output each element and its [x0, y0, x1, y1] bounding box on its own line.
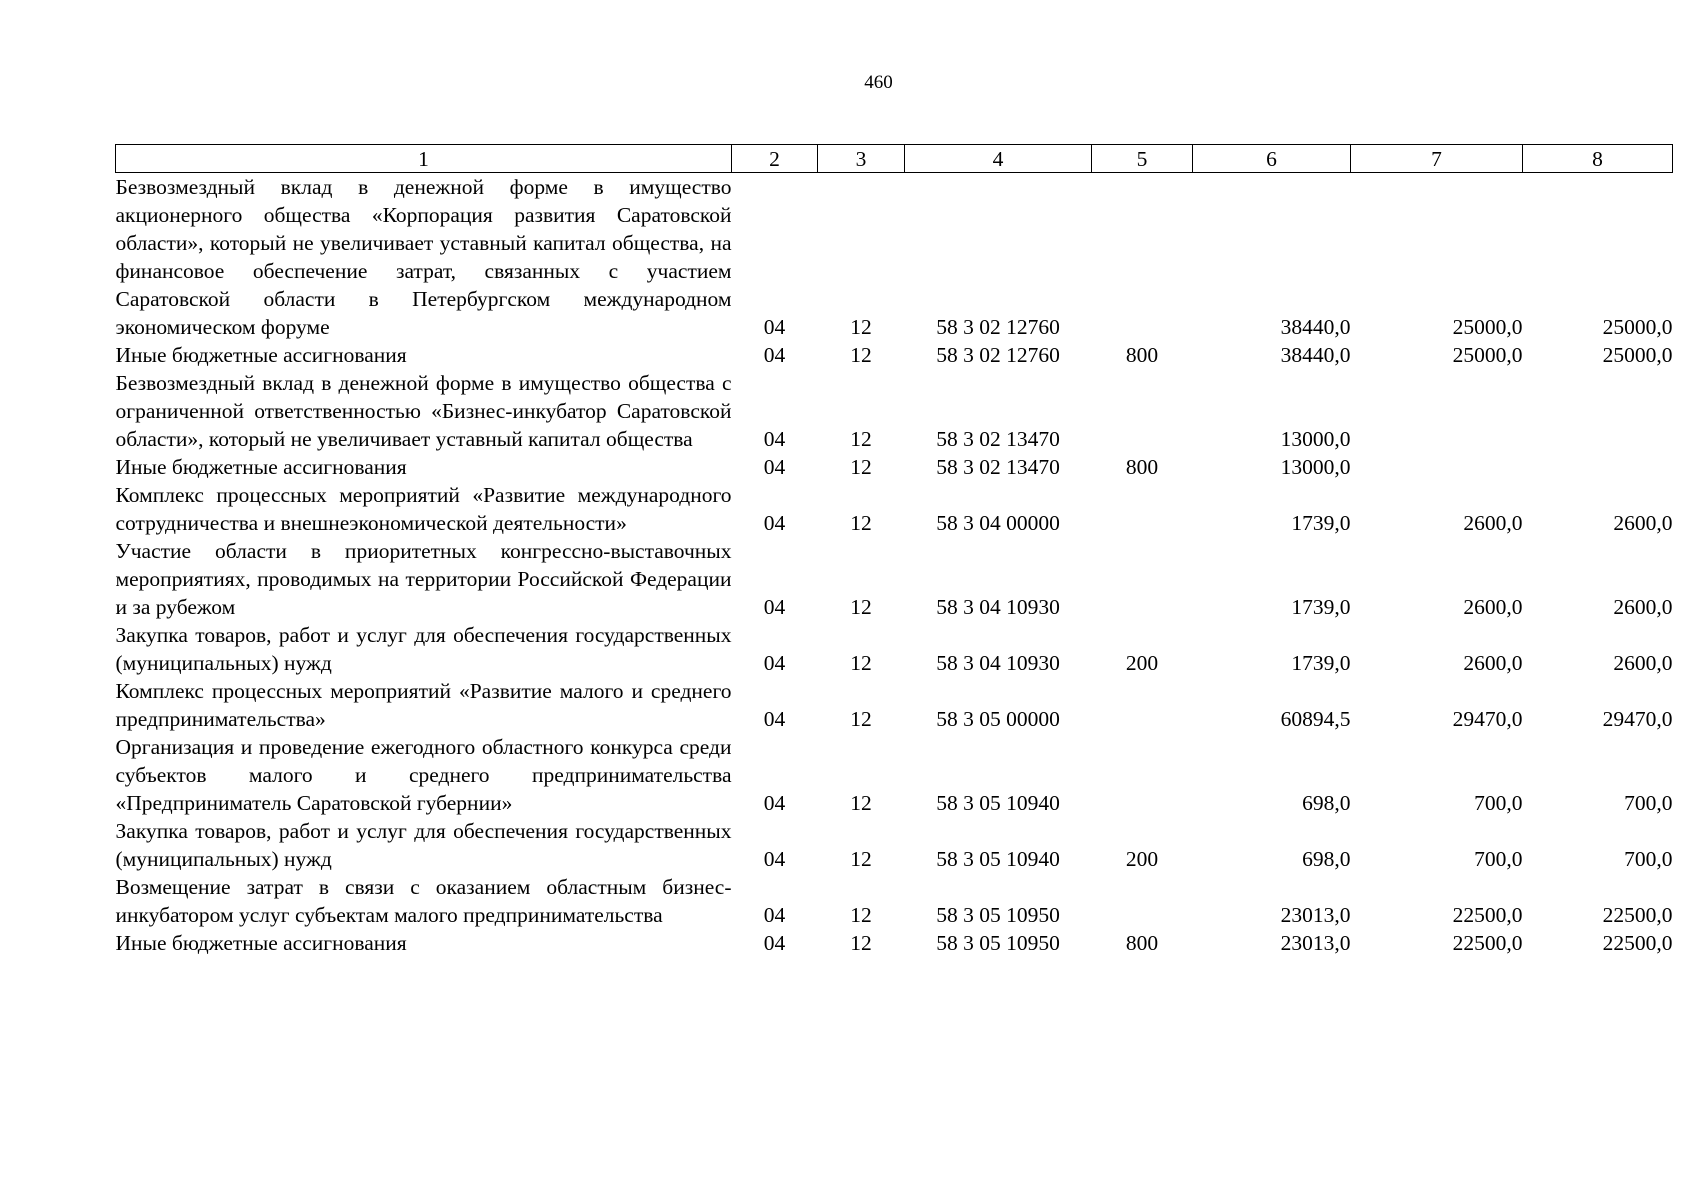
target-article-code: 58 3 05 10940 [936, 791, 1060, 815]
section-code: 04 [763, 651, 786, 675]
target-article-code: 58 3 05 10950 [936, 931, 1060, 955]
target-article-code: 58 3 05 10950 [936, 903, 1060, 927]
column-header: 1 [116, 145, 732, 173]
amount-col-7: 22500,0 [1452, 931, 1523, 955]
subsection-code: 12 [850, 343, 872, 367]
row-description: Комплекс процессных мероприятий «Развитие малого и среднего предпринимательства» [115, 679, 732, 731]
expense-type-code [1092, 677, 1193, 733]
amount-col-6: 13000,0 [1280, 455, 1351, 479]
amount-col-7: 22500,0 [1452, 903, 1523, 927]
section-code: 04 [763, 707, 786, 731]
section-code: 04 [763, 511, 786, 535]
table-row [116, 481, 1673, 537]
amount-col-6: 698,0 [1302, 847, 1351, 871]
expense-type-code: 200 [1125, 651, 1159, 675]
row-description: Закупка товаров, работ и услуг для обеспечения государственных (муниципальных) нужд [115, 819, 732, 871]
target-article-code: 58 3 05 00000 [936, 707, 1060, 731]
amount-col-8: 22500,0 [1602, 931, 1673, 955]
table-row [116, 817, 1673, 873]
amount-col-8 [1523, 369, 1673, 453]
expense-type-code [1092, 481, 1193, 537]
target-article-code: 58 3 02 13470 [936, 455, 1060, 479]
column-number-row [116, 145, 1673, 173]
row-description: Безвозмездный вклад в денежной форме в имущество общества с ограниченной ответственностью «Бизнес-инкубатор Саратовской области», который не увеличивает уставный капитал общества [115, 371, 732, 451]
amount-col-8: 25000,0 [1602, 343, 1673, 367]
section-code: 04 [763, 455, 786, 479]
table-row [116, 621, 1673, 677]
amount-col-6: 1739,0 [1291, 511, 1351, 535]
amount-col-7 [1351, 453, 1523, 481]
column-header: 6 [1193, 145, 1351, 173]
target-article-code: 58 3 02 13470 [936, 427, 1060, 451]
table-row [116, 369, 1673, 453]
section-code: 04 [763, 931, 786, 955]
amount-col-8 [1523, 453, 1673, 481]
amount-col-7: 2600,0 [1463, 595, 1523, 619]
row-description: Иные бюджетные ассигнования [115, 931, 407, 955]
subsection-code: 12 [850, 903, 872, 927]
amount-col-8: 2600,0 [1613, 595, 1673, 619]
target-article-code: 58 3 05 10940 [936, 847, 1060, 871]
section-code: 04 [763, 343, 786, 367]
amount-col-7: 25000,0 [1452, 315, 1523, 339]
table-header [116, 145, 1673, 173]
subsection-code: 12 [850, 791, 872, 815]
target-article-code: 58 3 04 00000 [936, 511, 1060, 535]
amount-col-7: 25000,0 [1452, 343, 1523, 367]
table-row [116, 733, 1673, 817]
subsection-code: 12 [850, 595, 872, 619]
expense-type-code [1092, 173, 1193, 342]
column-header: 2 [732, 145, 818, 173]
amount-col-8: 2600,0 [1613, 651, 1673, 675]
amount-col-8: 22500,0 [1602, 903, 1673, 927]
expense-type-code [1092, 873, 1193, 929]
row-description: Возмещение затрат в связи с оказанием областным бизнес-инкубатором услуг субъектам малого предпринимательства [115, 875, 732, 927]
amount-col-7: 700,0 [1474, 791, 1523, 815]
target-article-code: 58 3 04 10930 [936, 651, 1060, 675]
target-article-code: 58 3 02 12760 [936, 343, 1060, 367]
amount-col-6: 60894,5 [1280, 707, 1351, 731]
amount-col-6: 38440,0 [1280, 315, 1351, 339]
table-row [116, 341, 1673, 369]
row-description: Иные бюджетные ассигнования [115, 343, 407, 367]
subsection-code: 12 [850, 455, 872, 479]
page-number: 460 [864, 72, 893, 93]
column-header: 7 [1351, 145, 1523, 173]
column-header: 5 [1092, 145, 1193, 173]
subsection-code: 12 [850, 651, 872, 675]
amount-col-6: 23013,0 [1280, 903, 1351, 927]
amount-col-6: 698,0 [1302, 791, 1351, 815]
column-header: 8 [1523, 145, 1673, 173]
expense-type-code [1092, 733, 1193, 817]
subsection-code: 12 [850, 427, 872, 451]
expense-type-code: 200 [1125, 847, 1159, 871]
amount-col-8: 700,0 [1624, 847, 1673, 871]
amount-col-7 [1351, 369, 1523, 453]
table-body [116, 173, 1673, 958]
expense-type-code: 800 [1125, 455, 1159, 479]
row-description: Закупка товаров, работ и услуг для обеспечения государственных (муниципальных) нужд [115, 623, 732, 675]
amount-col-7: 700,0 [1474, 847, 1523, 871]
target-article-code: 58 3 02 12760 [936, 315, 1060, 339]
amount-col-8: 29470,0 [1602, 707, 1673, 731]
row-description: Безвозмездный вклад в денежной форме в имущество акционерного общества «Корпорация развития Саратовской области», который не увеличивает уставный капитал общества, на финансовое обеспечение затрат, связанных с участием Саратовской области в Петербургском международном экономическом форуме [115, 175, 732, 339]
section-code: 04 [763, 595, 786, 619]
table-row [116, 453, 1673, 481]
amount-col-6: 38440,0 [1280, 343, 1351, 367]
expense-type-code [1092, 369, 1193, 453]
subsection-code: 12 [850, 315, 872, 339]
amount-col-8: 2600,0 [1613, 511, 1673, 535]
row-description: Иные бюджетные ассигнования [115, 455, 407, 479]
table-row [116, 929, 1673, 957]
subsection-code: 12 [850, 847, 872, 871]
table-row [116, 173, 1673, 342]
amount-col-8: 700,0 [1624, 791, 1673, 815]
expense-type-code: 800 [1125, 343, 1159, 367]
row-description: Участие области в приоритетных конгрессно-выставочных мероприятиях, проводимых на территории Российской Федерации и за рубежом [115, 539, 732, 619]
section-code: 04 [763, 847, 786, 871]
section-code: 04 [763, 315, 786, 339]
subsection-code: 12 [850, 511, 872, 535]
table-row [116, 873, 1673, 929]
amount-col-7: 2600,0 [1463, 651, 1523, 675]
section-code: 04 [763, 791, 786, 815]
amount-col-7: 2600,0 [1463, 511, 1523, 535]
row-description: Комплекс процессных мероприятий «Развитие международного сотрудничества и внешнеэкономической деятельности» [115, 483, 732, 535]
amount-col-6: 1739,0 [1291, 595, 1351, 619]
subsection-code: 12 [850, 707, 872, 731]
amount-col-8: 25000,0 [1602, 315, 1673, 339]
table-row [116, 537, 1673, 621]
column-header: 4 [905, 145, 1092, 173]
section-code: 04 [763, 427, 786, 451]
column-header: 3 [818, 145, 905, 173]
subsection-code: 12 [850, 931, 872, 955]
expense-type-code: 800 [1125, 931, 1159, 955]
amount-col-7: 29470,0 [1452, 707, 1523, 731]
amount-col-6: 1739,0 [1291, 651, 1351, 675]
amount-col-6: 23013,0 [1280, 931, 1351, 955]
budget-table [115, 144, 1673, 957]
expense-type-code [1092, 537, 1193, 621]
section-code: 04 [763, 903, 786, 927]
amount-col-6: 13000,0 [1280, 427, 1351, 451]
target-article-code: 58 3 04 10930 [936, 595, 1060, 619]
row-description: Организация и проведение ежегодного областного конкурса среди субъектов малого и среднего предпринимательства «Предприниматель Саратовской губернии» [115, 735, 732, 815]
table-row [116, 677, 1673, 733]
